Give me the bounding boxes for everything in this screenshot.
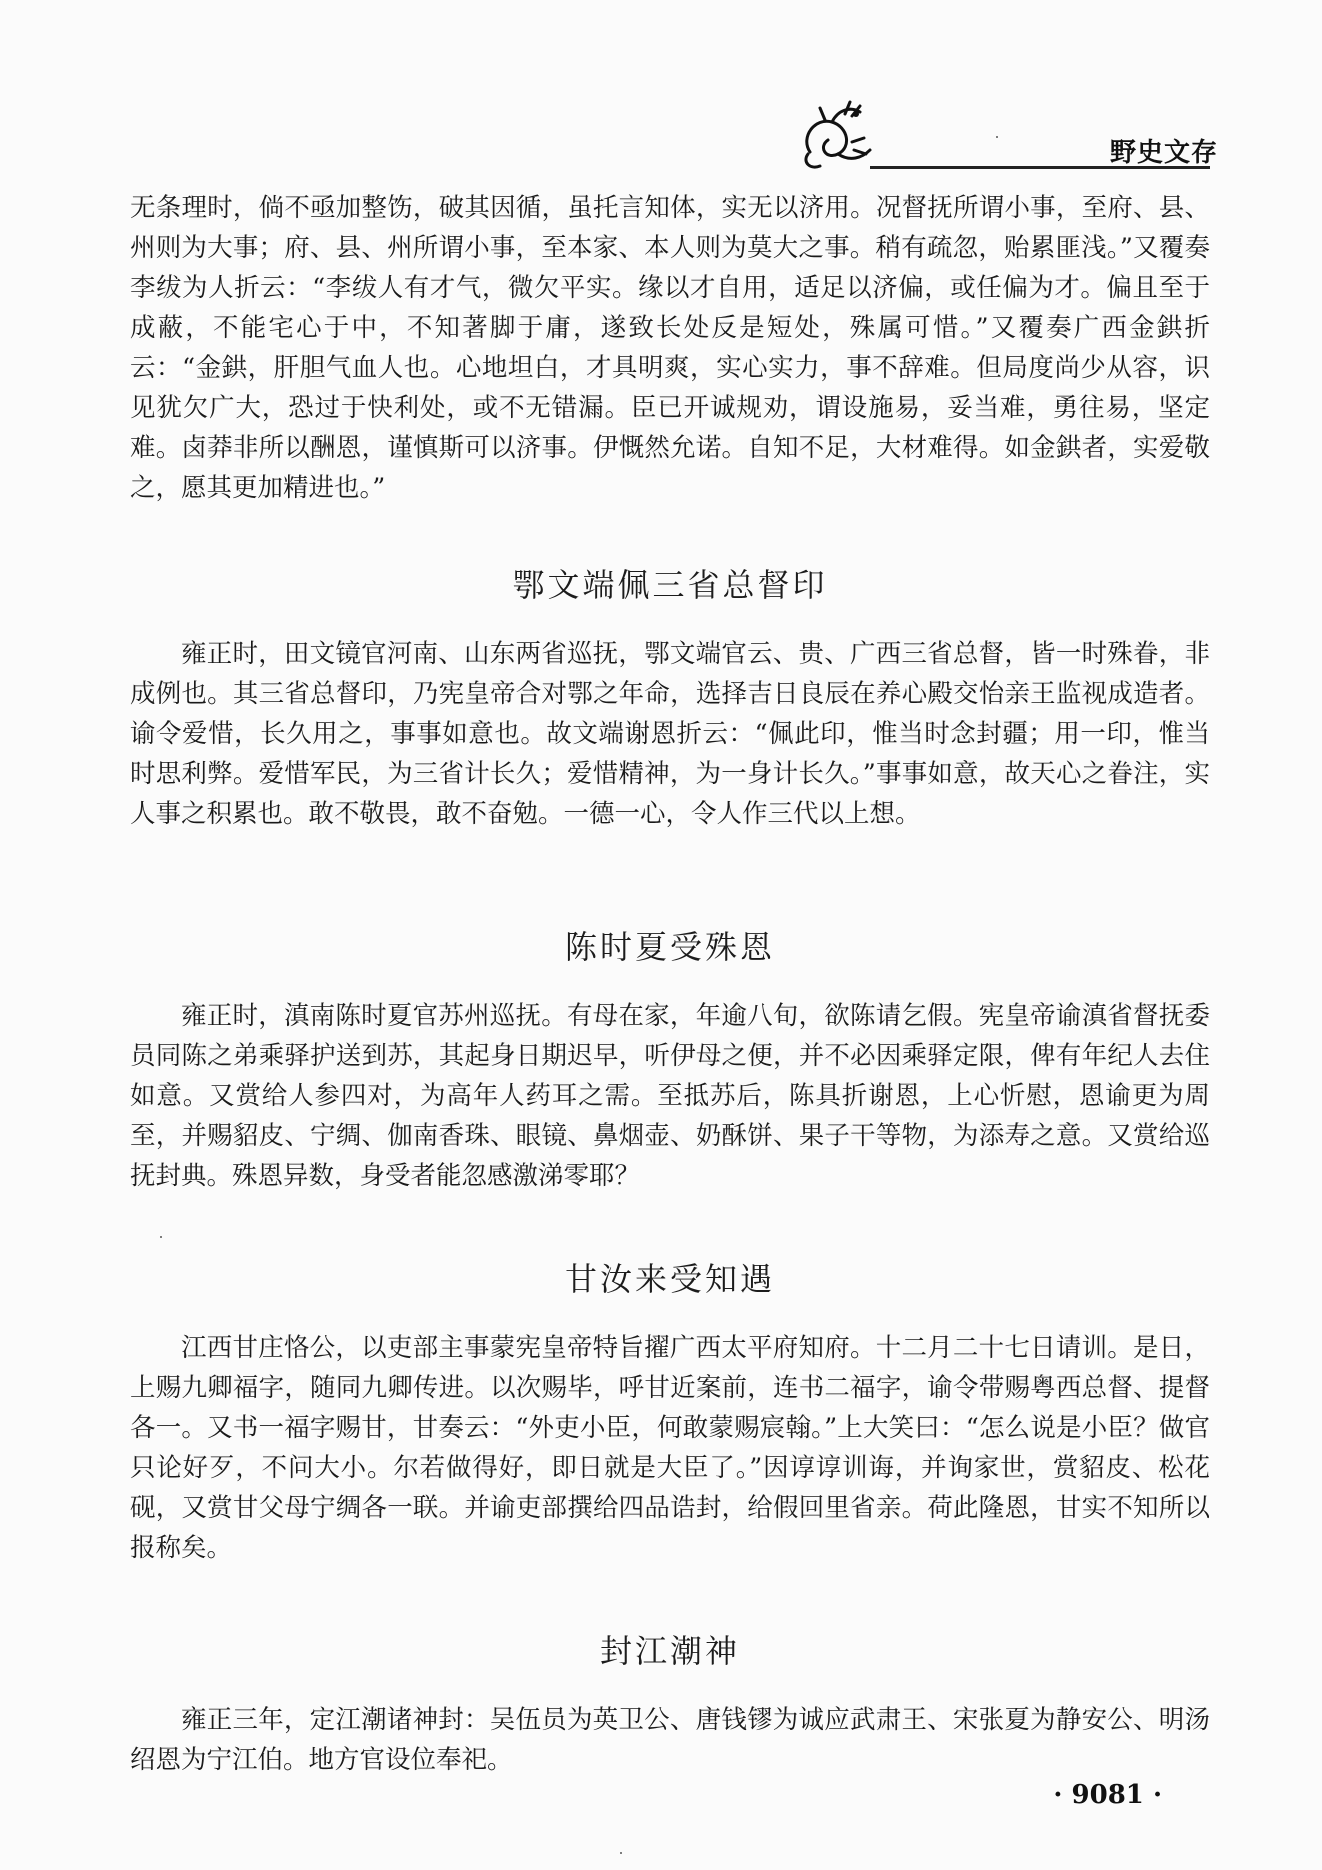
section-heading: 陈时夏受殊恩: [564, 928, 775, 966]
dragon-icon: [790, 92, 880, 182]
scan-speck: [996, 136, 998, 138]
section-heading: 封江潮神: [599, 1632, 740, 1670]
section-heading: 甘汝来受知遇: [564, 1260, 775, 1298]
section-body: 雍正三年，定江潮诸神封：吴伍员为英卫公、唐钱镠为诚应武肃王、宋张夏为静安公、明汤绍恩为宁江伯。地方官设位奉祀。: [130, 1705, 1210, 1775]
page-header: [790, 92, 1230, 182]
scan-speck: [160, 1236, 162, 1238]
scan-speck: [620, 1852, 622, 1854]
running-title: 野史文存: [1109, 138, 1218, 168]
continued-paragraph: 无条理时，倘不亟加整饬，破其因循，虽托言知体，实无以济用。况督抚所谓小事，至府、县、州则为大事；府、县、州所谓小事，至本家、本人则为莫大之事。稍有疏忽，贻累匪浅。”又覆奏李绂为人折云：“李绂人有才气，微欠平实。缘以才自用，适足以济偏，或任偏为才。偏且至于成蔽，不能宅心于中，不知著脚于庸，遂致长处反是短处，殊属可惜。”又覆奏广西金鉷折云：“金鉷，肝胆气血人也。心地坦白，才具明爽，实心实力，事不辞难。但局度尚少从容，识见犹欠广大，恐过于快利处，或不无错漏。臣已开诚规劝，谓设施易，妥当难，勇往易，坚定难。卤莽非所以酬恩，谨慎斯可以济事。伊慨然允诺。自知不足，大材难得。如金鉷者，实爱敬之，愿其更加精进也。”: [130, 193, 1210, 503]
section-body: 江西甘庄恪公，以吏部主事蒙宪皇帝特旨擢广西太平府知府。十二月二十七日请训。是日，上赐九卿福字，随同九卿传进。以次赐毕，呼甘近案前，连书二福字，谕令带赐粤西总督、提督各一。又书一福字赐甘，甘奏云：“外吏小臣，何敢蒙赐宸翰。”上大笑曰：“怎么说是小臣？做官只论好歹，不问大小。尔若做得好，即日就是大臣了。”因谆谆训诲，并询家世，赏貂皮、松花砚，又赏甘父母宁绸各一联。并谕吏部撰给四品诰封，给假回里省亲。荷此隆恩，甘实不知所以报称矣。: [130, 1333, 1210, 1563]
section-body: 雍正时，滇南陈时夏官苏州巡抚。有母在家，年逾八旬，欲陈请乞假。宪皇帝谕滇省督抚委员同陈之弟乘驿护送到苏，其起身日期迟早，听伊母之便，并不必因乘驿定限，俾有年纪人去住如意。又赏给人参四对，为高年人药耳之需。至抵苏后，陈具折谢恩，上心忻慰，恩谕更为周至，并赐貂皮、宁绸、伽南香珠、眼镜、鼻烟壶、奶酥饼、果子干等物，为添寿之意。又赏给巡抚封典。殊恩异数，身受者能忽感激涕零耶？: [130, 1001, 1210, 1191]
section-heading: 鄂文端佩三省总督印: [512, 566, 828, 604]
page-number: · 9081 ·: [1053, 1780, 1162, 1810]
section-body: 雍正时，田文镜官河南、山东两省巡抚，鄂文端官云、贵、广西三省总督，皆一时殊眷，非成例也。其三省总督印，乃宪皇帝合对鄂之年命，选择吉日良辰在养心殿交怡亲王监视成造者。谕令爱惜，长久用之，事事如意也。故文端谢恩折云：“佩此印，惟当时念封疆；用一印，惟当时思利弊。爱惜军民，为三省计长久；爱惜精神，为一身计长久。”事事如意，故天心之眷注，实人事之积累也。敢不敬畏，敢不奋勉。一德一心，令人作三代以上想。: [130, 639, 1210, 829]
